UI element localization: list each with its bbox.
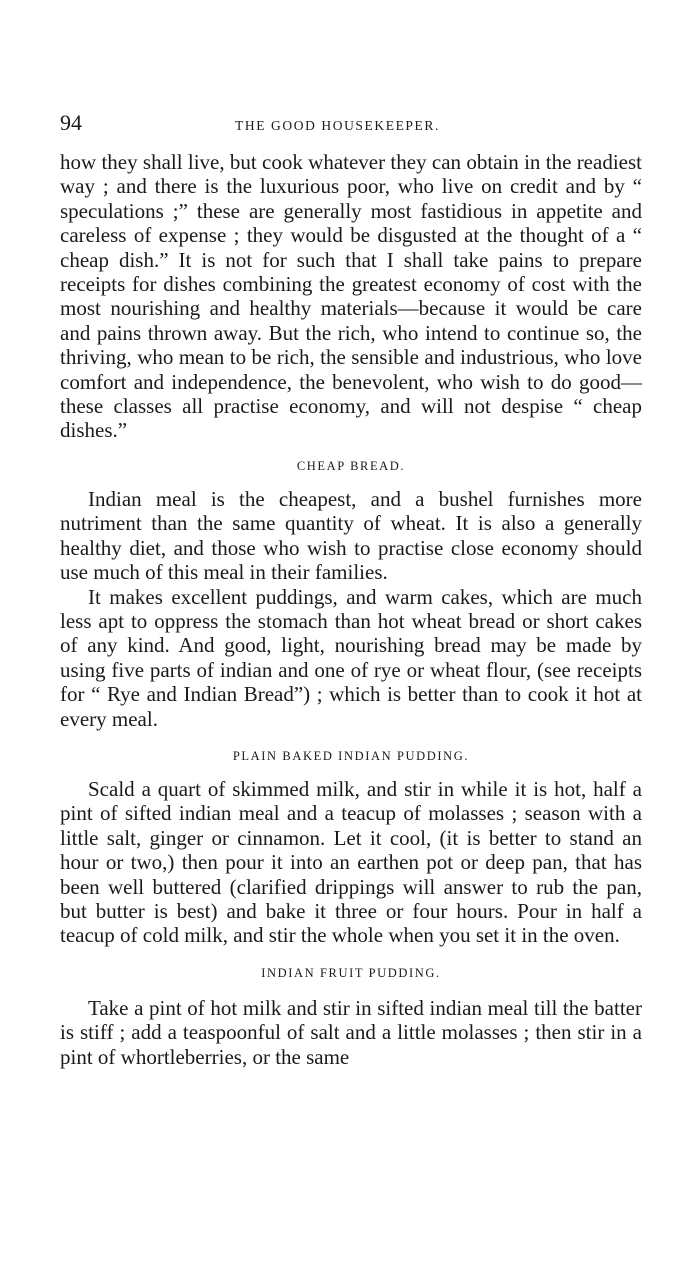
plain-pudding-paragraph: Scald a quart of skimmed milk, and stir in while it is hot, half a pint of sifted indian meal and a teacup of molasses ; season with a little salt, ginger or cinnamon. Let it cool, (it is better to stand an hour or two,) then pour it into an earthen pot or deep pan, that has been well buttered (clarified drippings will answer to rub the pan, but butter is best) and bake it three or four hours. Pour in half a teacup of cold milk, and stir the whole when you set it in the oven. <box>60 776 642 948</box>
intro-paragraph: how they shall live, but cook whatever they can obtain in the readiest way ; and there is the luxurious poor, who live on credit and by “ speculations ;” these are generally most fastidious in appetite and careless of expense ; they would be disgusted at the thought of a “ cheap dish.” It is not for such that I shall take pains to prepare receipts for dishes combining the greatest economy of cost with the most nourishing and healthy materials—because it would be care and pains thrown away. But the rich, who intend to continue so, the thriving, who mean to be rich, the sensible and industrious, who love comfort and independence, the benevolent, who wish to do good—these classes all practise economy, and will not despise “ cheap dishes.” <box>60 150 642 443</box>
page-number: 94 <box>60 110 82 135</box>
running-title: THE GOOD HOUSEKEEPER. <box>235 118 440 133</box>
section-heading-cheap-bread: CHEAP BREAD. <box>296 458 406 473</box>
book-page <box>60 110 642 1069</box>
cheap-bread-paragraph-1: Indian meal is the cheapest, and a bushel furnishes more nutriment than the same quantity of wheat. It is also a generally healthy diet, and those who wish to practise close economy should use much of this meal in their families. <box>60 486 642 585</box>
section-heading-indian-fruit-pudding: INDIAN FRUIT PUDDING. <box>261 965 441 980</box>
fruit-pudding-paragraph: Take a pint of hot milk and stir in sifted indian meal till the batter is stiff ; add a teaspoonful of salt and a little molasses ; then stir in a pint of whortleberries, or the same <box>60 995 642 1069</box>
cheap-bread-paragraph-2: It makes excellent puddings, and warm cakes, which are much less apt to oppress the stomach than hot wheat bread or short cakes of any kind. And good, light, nourishing bread may be made by using five parts of indian and one of rye or wheat flour, (see receipts for “ Rye and Indian Bread”) ; which is better than to cook it hot at every meal. <box>60 584 642 731</box>
section-heading-plain-baked-indian-pudding: PLAIN BAKED INDIAN PUDDING. <box>232 748 470 763</box>
running-head <box>60 110 642 140</box>
